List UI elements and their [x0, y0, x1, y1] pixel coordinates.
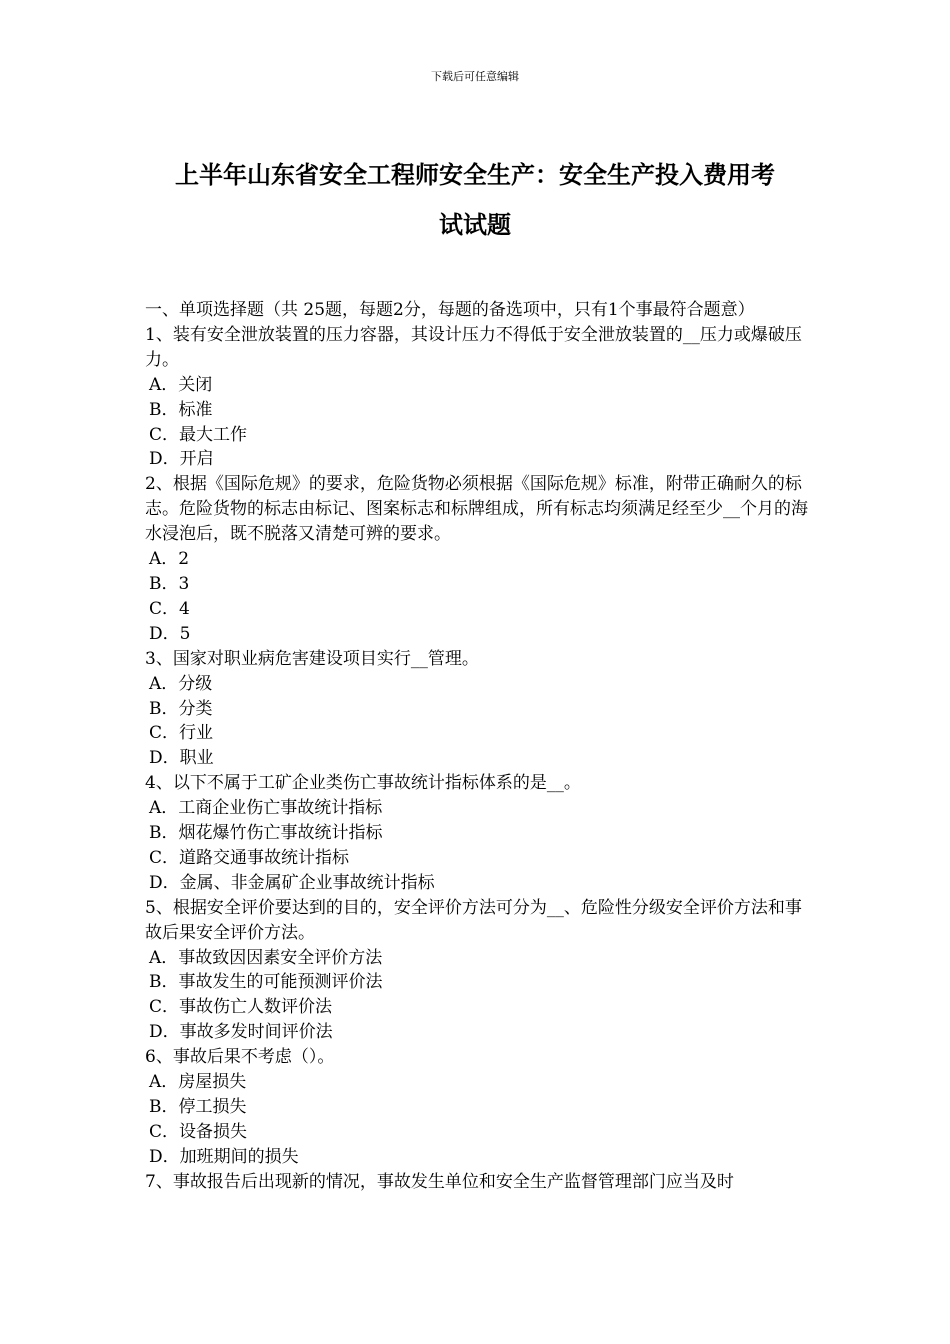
question-1 [145, 323, 809, 472]
option-d: D．开启 [149, 449, 214, 470]
option-c: C．事故伤亡人数评价法 [149, 997, 333, 1018]
question-stem: 5、根据安全评价要达到的目的，安全评价方法可分为__、危险性分级安全评价方法和事故后果安全评价方法。 [145, 897, 802, 943]
question-2 [145, 472, 809, 646]
question-6 [145, 1045, 809, 1170]
document-title [120, 150, 830, 250]
header-note: 下载后可任意编辑 [431, 70, 519, 83]
question-stem: 2、根据《国际危规》的要求，危险货物必须根据《国际危规》标准，附带正确耐久的标志。危险货物的标志由标记、图案标志和标牌组成，所有标志均须满足经至少__个月的海水浸泡后，既不脱落又清楚可辨的要求。 [145, 474, 808, 545]
option-b: B．事故发生的可能预测评价法 [149, 972, 383, 993]
section-heading: 一、单项选择题（共 25题，每题2分，每题的备选项中，只有1个事最符合题意） [145, 300, 755, 320]
option-a: A．关闭 [149, 374, 213, 395]
option-b: B．分类 [149, 698, 213, 719]
option-b: B．3 [149, 573, 190, 594]
option-c: C．4 [149, 598, 190, 619]
option-d: D．事故多发时间评价法 [149, 1022, 333, 1043]
option-c: C．行业 [149, 723, 214, 744]
question-4 [145, 771, 809, 896]
option-a: A．房屋损失 [149, 1072, 247, 1093]
option-b: B．停工损失 [149, 1097, 247, 1117]
question-7-stem: 7、事故报告后出现新的情况，事故发生单位和安全生产监督管理部门应当及时 [145, 1171, 734, 1192]
question-5 [145, 896, 809, 1045]
option-c: C．道路交通事故统计指标 [149, 847, 350, 868]
option-d: D．5 [149, 623, 191, 644]
option-b: B．烟花爆竹伤亡事故统计指标 [149, 823, 383, 844]
option-b: B．标准 [149, 399, 213, 420]
question-stem: 4、以下不属于工矿企业类伤亡事故统计指标体系的是__。 [145, 773, 581, 794]
option-a: A．工商企业伤亡事故统计指标 [149, 798, 383, 819]
question-3 [145, 647, 809, 772]
option-d: D．职业 [149, 748, 214, 769]
option-c: C．设备损失 [149, 1121, 248, 1142]
title-line-1: 上半年山东省安全工程师安全生产：安全生产投入费用考 [175, 160, 775, 189]
question-stem: 3、国家对职业病危害建设项目实行__管理。 [145, 648, 479, 669]
option-d: D．金属、非金属矿企业事故统计指标 [149, 872, 435, 893]
title-line-2: 试试题 [439, 210, 511, 239]
option-a: A．事故致因因素安全评价方法 [149, 947, 383, 968]
option-d: D．加班期间的损失 [149, 1146, 299, 1167]
option-a: A．2 [149, 549, 190, 570]
document-body [145, 298, 809, 1195]
option-a: A．分级 [149, 673, 213, 694]
option-c: C．最大工作 [149, 424, 248, 445]
question-stem: 6、事故后果不考虑（）。 [145, 1047, 335, 1068]
question-stem: 1、装有安全泄放装置的压力容器，其设计压力不得低于安全泄放装置的__压力或爆破压力。 [145, 324, 802, 370]
